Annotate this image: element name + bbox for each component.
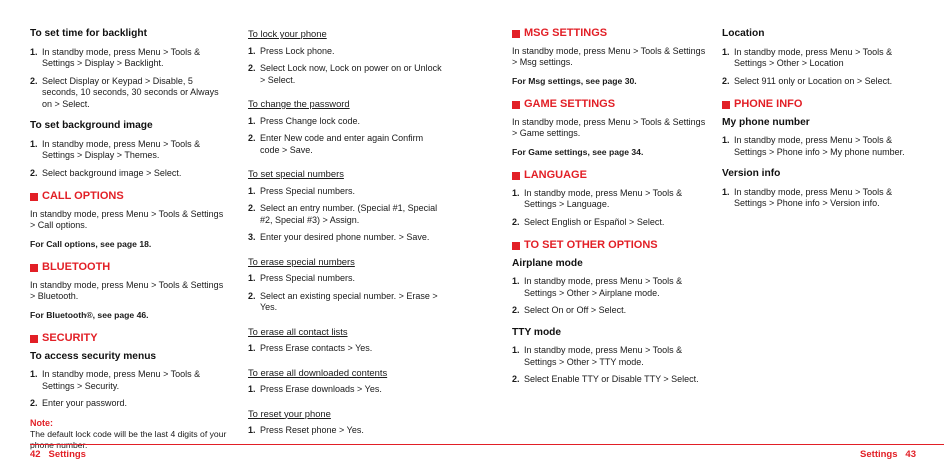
security-step-1: 1. In standby mode, press Menu > Tools & Settings > Security. <box>30 369 201 391</box>
reset-phone-step-1: 1. Press Reset phone > Yes. <box>248 425 364 435</box>
language-step-1: 1. In standby mode, press Menu > Tools & Settings > Language. <box>512 187 683 209</box>
section-call-options: CALL OPTIONS <box>30 191 228 203</box>
password-step-2: 2. Enter New code and enter again Confirm code > Save. <box>248 133 424 155</box>
msg-settings-ref: For Msg settings, see page 30. <box>512 75 637 86</box>
location-heading: Location <box>722 28 765 39</box>
version-heading: Version info <box>722 168 781 179</box>
bluetooth-ref: For Bluetooth®, see page 46. <box>30 309 149 320</box>
bullet-square-icon <box>512 101 520 109</box>
airplane-heading: Airplane mode <box>512 257 583 269</box>
footer-divider <box>30 444 944 445</box>
special-numbers-step-3: 3. Enter your desired phone number. > Save. <box>248 232 430 242</box>
lock-step-1: 1. Press Lock phone. <box>248 45 335 56</box>
erase-downloads-heading: To erase all downloaded contents <box>248 366 388 378</box>
bullet-square-icon <box>512 30 520 38</box>
bullet-square-icon <box>30 264 38 272</box>
security-heading: To access security menus <box>30 350 157 362</box>
footer-right-page: Settings 43 <box>860 449 916 460</box>
special-numbers-step-1: 1. Press Special numbers. <box>248 185 356 196</box>
bullet-square-icon <box>512 172 520 180</box>
game-settings-text: In standby mode, press Menu > Tools & Settings > Game settings. <box>512 116 706 138</box>
lock-step-2: 2. Select Lock now, Lock on power on or Unlock > Select. <box>248 63 442 85</box>
tty-step-1: 1. In standby mode, press Menu > Tools & Settings > Other > TTY mode. <box>512 345 683 367</box>
erase-special-step-2: 2. Select an existing special number. > Erase > Yes. <box>248 290 438 312</box>
footer-left-page: 42 Settings <box>30 449 86 460</box>
section-language: LANGUAGE <box>512 170 707 182</box>
erase-special-step-1: 1. Press Special numbers. <box>248 273 356 283</box>
msg-settings-text: In standby mode, press Menu > Tools & Settings > Msg settings. <box>512 45 706 67</box>
backlight-step-1: 1. In standby mode, press Menu > Tools & Settings > Display > Backlight. <box>30 46 201 68</box>
column-4 <box>722 28 922 216</box>
airplane-step-1: 1. In standby mode, press Menu > Tools & Settings > Other > Airplane mode. <box>512 276 683 298</box>
security-step-2: 2. Enter your password. <box>30 398 128 408</box>
tty-step-2: 2. Select Enable TTY or Disable TTY > Select. <box>512 374 699 384</box>
bluetooth-text: In standby mode, press Menu > Tools & Settings > Bluetooth. <box>30 279 224 301</box>
bullet-square-icon <box>30 193 38 201</box>
note-label: Note: <box>30 417 53 428</box>
background-step-2: 2. Select background image > Select. <box>30 167 182 178</box>
erase-downloads-step-1: 1. Press Erase downloads > Yes. <box>248 384 382 394</box>
column-1 <box>30 28 228 450</box>
backlight-heading: To set time for backlight <box>30 28 147 39</box>
lock-heading: To lock your phone <box>248 28 327 39</box>
password-step-1: 1. Press Change lock code. <box>248 115 361 126</box>
background-step-1: 1. In standby mode, press Menu > Tools & Settings > Display > Themes. <box>30 138 201 160</box>
bullet-square-icon <box>722 101 730 109</box>
erase-special-heading: To erase special numbers <box>248 255 355 267</box>
version-step-1: 1. In standby mode, press Menu > Tools & Settings > Phone info > Version info. <box>722 186 893 208</box>
section-other-options: TO SET OTHER OPTIONS <box>512 240 707 252</box>
bullet-square-icon <box>30 335 38 343</box>
section-game-settings: GAME SETTINGS <box>512 99 707 111</box>
erase-contacts-heading: To erase all contact lists <box>248 325 348 337</box>
password-heading: To change the password <box>248 98 350 109</box>
call-options-ref: For Call options, see page 18. <box>30 238 152 249</box>
game-settings-ref: For Game settings, see page 34. <box>512 146 644 157</box>
section-msg-settings: MSG SETTINGS <box>512 28 707 40</box>
column-3 <box>512 28 707 392</box>
erase-contacts-step-1: 1. Press Erase contacts > Yes. <box>248 343 373 353</box>
location-step-2: 2. Select 911 only or Location on > Select. <box>722 75 893 86</box>
bullet-square-icon <box>512 242 520 250</box>
column-2 <box>248 28 443 443</box>
airplane-step-2: 2. Select On or Off > Select. <box>512 305 627 315</box>
section-phone-info: PHONE INFO <box>722 99 922 111</box>
section-bluetooth: BLUETOOTH <box>30 262 228 274</box>
backlight-step-2: 2. Select Display or Keypad > Disable, 5 seconds, 10 seconds, 30 seconds or Always on > Select. <box>30 75 219 109</box>
language-step-2: 2. Select English or Español > Select. <box>512 216 665 227</box>
section-security: SECURITY <box>30 333 228 345</box>
reset-phone-heading: To reset your phone <box>248 407 331 419</box>
note-text: The default lock code will be the last 4 digits of your <box>30 429 227 439</box>
background-heading: To set background image <box>30 120 153 131</box>
special-numbers-heading: To set special numbers <box>248 168 344 179</box>
call-options-text: In standby mode, press Menu > Tools & Settings > Call options. <box>30 208 224 230</box>
my-phone-step-1: 1. In standby mode, press Menu > Tools & Settings > Phone info > My phone number. <box>722 135 905 157</box>
special-numbers-step-2: 2. Select an entry number. (Special #1, Special #2, Special #3) > Assign. <box>248 203 438 225</box>
tty-heading: TTY mode <box>512 326 562 338</box>
my-phone-heading: My phone number <box>722 116 810 128</box>
location-step-1: 1. In standby mode, press Menu > Tools & Settings > Other > Location <box>722 46 893 68</box>
